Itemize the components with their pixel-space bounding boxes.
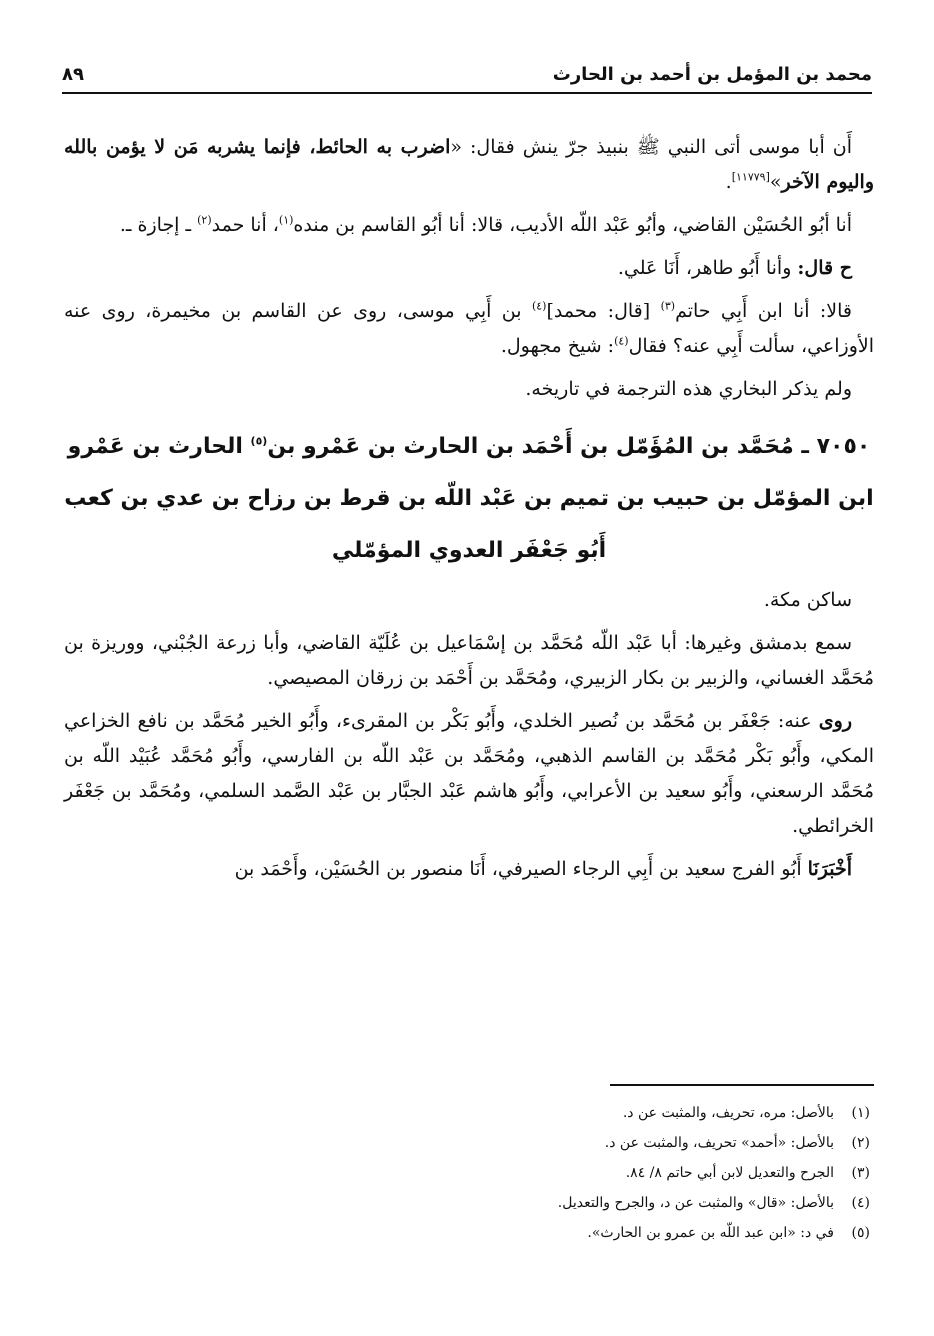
text-run: أَبُو الفرج سعيد بن أَبِي الرجاء الصيرفي، أَنَا منصور بن الحُسَيْن، وأَحْمَد بن — [234, 858, 808, 880]
entry-line-3: أَبُو جَعْفَر العدوي المؤمّلي — [331, 538, 607, 563]
footnote-number: (١) — [851, 1105, 870, 1121]
paragraph-note: ولم يذكر البخاري هذه الترجمة في تاريخه. — [525, 378, 852, 400]
text-run: ، أنا حمد — [211, 214, 279, 236]
footnote-item — [64, 1158, 870, 1188]
text-run: عنه: جَعْفَر بن مُحَمَّد بن نُصير الخلدي، وأَبُو بَكْر بن المقرىء، وأَبُو الخير مُحَمَّد بن نافع الخزاعي المكي، وأَبُو بَكْر مُحَمَّد بن القاسم الذهبي، ومُحَمَّد بن عَبْد اللّه بن الفارسي، وأَبُو مُحَمَّد عُبَيْد اللّه بن مُحَمَّد الرسعني، وأَبُو سعيد بن الأعرابي، وأَبُو هاشم عَبْد الجبَّار بن عَبْد الصَّمد السلمي، ومُحَمَّد بن جَعْفَر الخرائطي. — [64, 710, 874, 837]
entry-line-1 — [64, 421, 874, 473]
entry-line-2: ابن المؤمّل بن حبيب بن تميم بن عَبْد اللّه بن قرط بن رزاح بن عدي بن كعب — [64, 486, 874, 511]
footnote-item — [64, 1188, 870, 1218]
text-run: : شيخ مجهول. — [500, 335, 615, 357]
footnote-ref: (١) — [278, 213, 294, 227]
text-run: أَن أبا موسى أتى النبي ﷺ بنبيذ جرّ ينش فقال: « — [450, 136, 852, 158]
footnote-ref: (٤) — [614, 334, 629, 348]
text-run: [قال: محمد] — [546, 300, 661, 322]
footnote-ref: (٣) — [660, 299, 676, 313]
footnote-number: (٢) — [851, 1135, 870, 1151]
footnotes — [64, 1098, 870, 1248]
paragraph-hadith — [64, 130, 874, 200]
footnote-number: (٤) — [851, 1195, 870, 1211]
text-run: وأنا أَبُو طاهر، أَنَا عَلي. — [617, 257, 798, 279]
text-run: الحارث بن عَمْرو — [67, 434, 251, 459]
footnote-text: بالأصل: «قال» والمثبت عن د، والجرح والتعديل. — [557, 1195, 834, 1211]
footnote-item — [64, 1218, 870, 1248]
page-number: ٨٩ — [62, 64, 84, 85]
footnote-ref: (٥) — [250, 434, 268, 448]
bold-lead: روى — [818, 710, 852, 732]
footnote-ref: (٤) — [531, 299, 547, 313]
paragraph-residence: ساكن مكة. — [763, 589, 852, 611]
bold-lead: أَخْبَرَنَا — [807, 858, 852, 880]
text-run: قالا: أنا ابن أَبِي حاتم — [675, 300, 853, 322]
text-run: بن أَبِي موسى، روى عن القاسم بن مخيمرة، روى عنه الأوزاعي، سألت أَبِي عنه؟ فقال — [64, 300, 874, 357]
footnote-text: في د: «ابن عبد اللّه بن عمرو بن الحارث». — [587, 1225, 834, 1241]
footnote-text: الجرح والتعديل لابن أبي حاتم ٨/ ٨٤. — [625, 1165, 834, 1181]
running-header — [62, 58, 872, 98]
hadith-number: [١١٧٧٩] — [731, 170, 770, 184]
footnote-number: (٣) — [851, 1165, 870, 1181]
entry-heading — [64, 421, 874, 577]
footnote-number: (٥) — [851, 1225, 870, 1241]
paragraph-isnad-1 — [64, 208, 874, 243]
footnote-item — [64, 1128, 870, 1158]
paragraph-teachers: سمع بدمشق وغيرها: أبا عَبْد اللّه مُحَمَّد بن إسْمَاعيل بن عُلَيّة القاضي، وأبا زرعة الجُبْني، ووريزة بن مُحَمَّد الغساني، والزبير بن بكار الزبيري، ومُحَمَّد بن أَحْمَد بن زرقان المصيصي. — [64, 632, 874, 689]
footnote-rule — [610, 1084, 874, 1086]
text-run: » — [769, 171, 782, 193]
footnote-item — [64, 1098, 870, 1128]
text-run: ـ إجازة ـ. — [119, 214, 198, 236]
header-title: محمد بن المؤمل بن أحمد بن الحارث — [552, 64, 872, 85]
paragraph-isnad-2 — [64, 251, 874, 286]
main-text — [64, 130, 874, 895]
paragraph-chain — [64, 852, 874, 887]
footnote-ref: (٢) — [197, 213, 212, 227]
paragraph-isnad-3 — [64, 294, 874, 364]
bold-quote: اضرب به الحائط، فإنما يشربه مَن لا يؤمن بالله واليوم الآخر — [64, 136, 874, 193]
footnote-text: بالأصل: مره، تحريف، والمثبت عن د. — [622, 1105, 834, 1121]
footnote-text: بالأصل: «أحمد» تحريف، والمثبت عن د. — [604, 1135, 834, 1151]
bold-lead: ح قال: — [797, 257, 852, 279]
text-run: . — [725, 171, 732, 193]
text-run: أنا أبُو الحُسَيْن القاضي، وأبُو عَبْد اللّه الأديب، قالا: أنا أبُو القاسم بن منده — [293, 214, 852, 236]
header-rule — [62, 92, 872, 94]
text-run: ٧٠٥٠ ـ مُحَمَّد بن المُؤَمّل بن أَحْمَد بن الحارث بن عَمْرو بن — [267, 434, 871, 459]
paragraph-students — [64, 704, 874, 844]
